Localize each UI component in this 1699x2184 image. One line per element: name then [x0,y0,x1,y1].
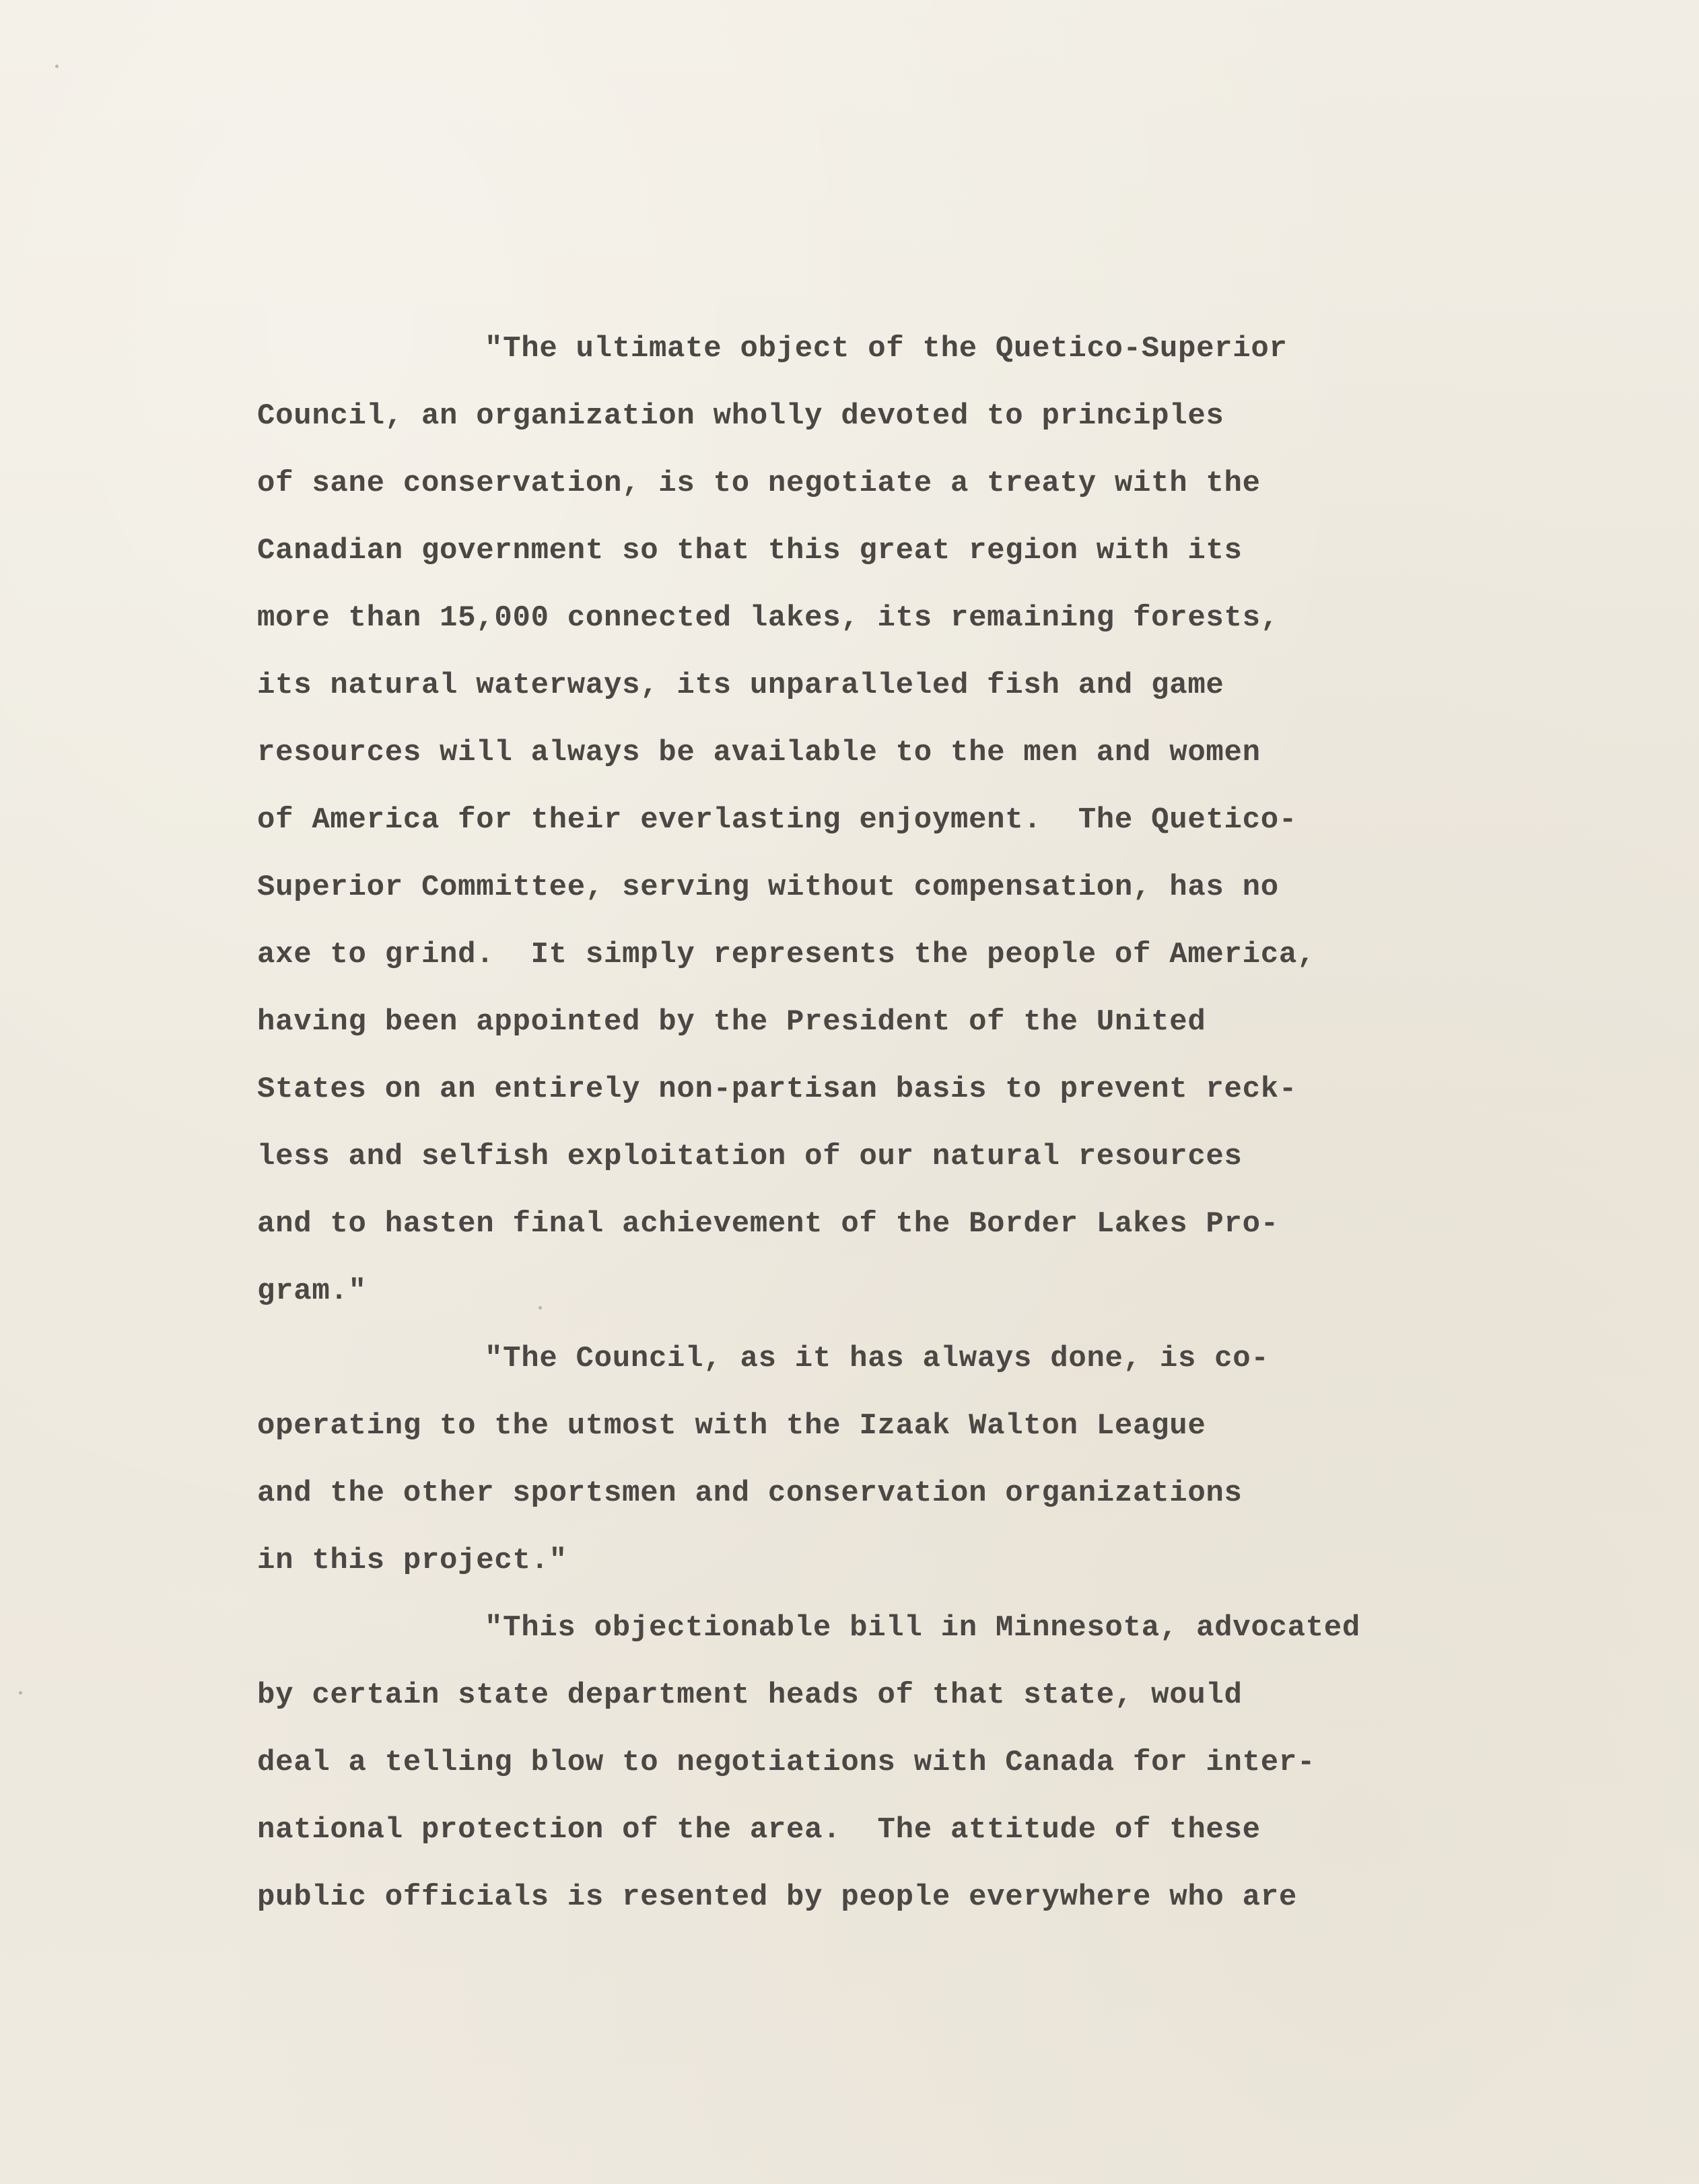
paragraph-1-line-7: resources will always be available to the men and women [257,736,1261,770]
paragraph-2-line-3: and the other sportsmen and conservation organizations [257,1476,1243,1510]
paragraph-1-line-1: "The ultimate object of the Quetico-Superior [485,332,1288,366]
paragraph-1-line-12: States on an entirely non-partisan basis to prevent reck- [257,1072,1297,1106]
paragraph-1-line-15: gram." [257,1274,367,1308]
paragraph-2-line-2: operating to the utmost with the Izaak Walton League [257,1409,1206,1443]
paragraph-1-line-3: of sane conservation, is to negotiate a treaty with the [257,467,1261,500]
paragraph-1-line-9: Superior Committee, serving without compensation, has no [257,871,1279,904]
paragraph-1-line-8: of America for their everlasting enjoyment. The Quetico- [257,803,1297,837]
paragraph-3-line-2: by certain state department heads of that state, would [257,1678,1243,1712]
paragraph-3-line-4: national protection of the area. The attitude of these [257,1813,1261,1847]
paragraph-1-line-13: less and selfish exploitation of our natural resources [257,1140,1243,1173]
paragraph-1-line-4: Canadian government so that this great region with its [257,534,1243,568]
paper-speck [55,65,59,68]
typed-text-body [257,315,1469,1931]
paragraph-1-line-10: axe to grind. It simply represents the people of America, [257,938,1316,971]
paragraph-1-line-14: and to hasten final achievement of the Border Lakes Pro- [257,1207,1279,1241]
paragraph-1-line-2: Council, an organization wholly devoted to principles [257,399,1224,433]
paragraph-3-line-1: "This objectionable bill in Minnesota, advocated [485,1611,1361,1645]
paragraph-3-line-5: public officials is resented by people everywhere who are [257,1880,1297,1914]
paragraph-2-line-4: in this project." [257,1544,567,1577]
paragraph-1-line-6: its natural waterways, its unparalleled fish and game [257,669,1224,702]
paragraph-3-line-3: deal a telling blow to negotiations with Canada for inter- [257,1746,1316,1779]
paper-speck [19,1691,22,1695]
paragraph-1-line-11: having been appointed by the President of the United [257,1005,1206,1039]
paragraph-1-line-5: more than 15,000 connected lakes, its remaining forests, [257,601,1279,635]
paragraph-2-line-1: "The Council, as it has always done, is co- [485,1342,1270,1375]
